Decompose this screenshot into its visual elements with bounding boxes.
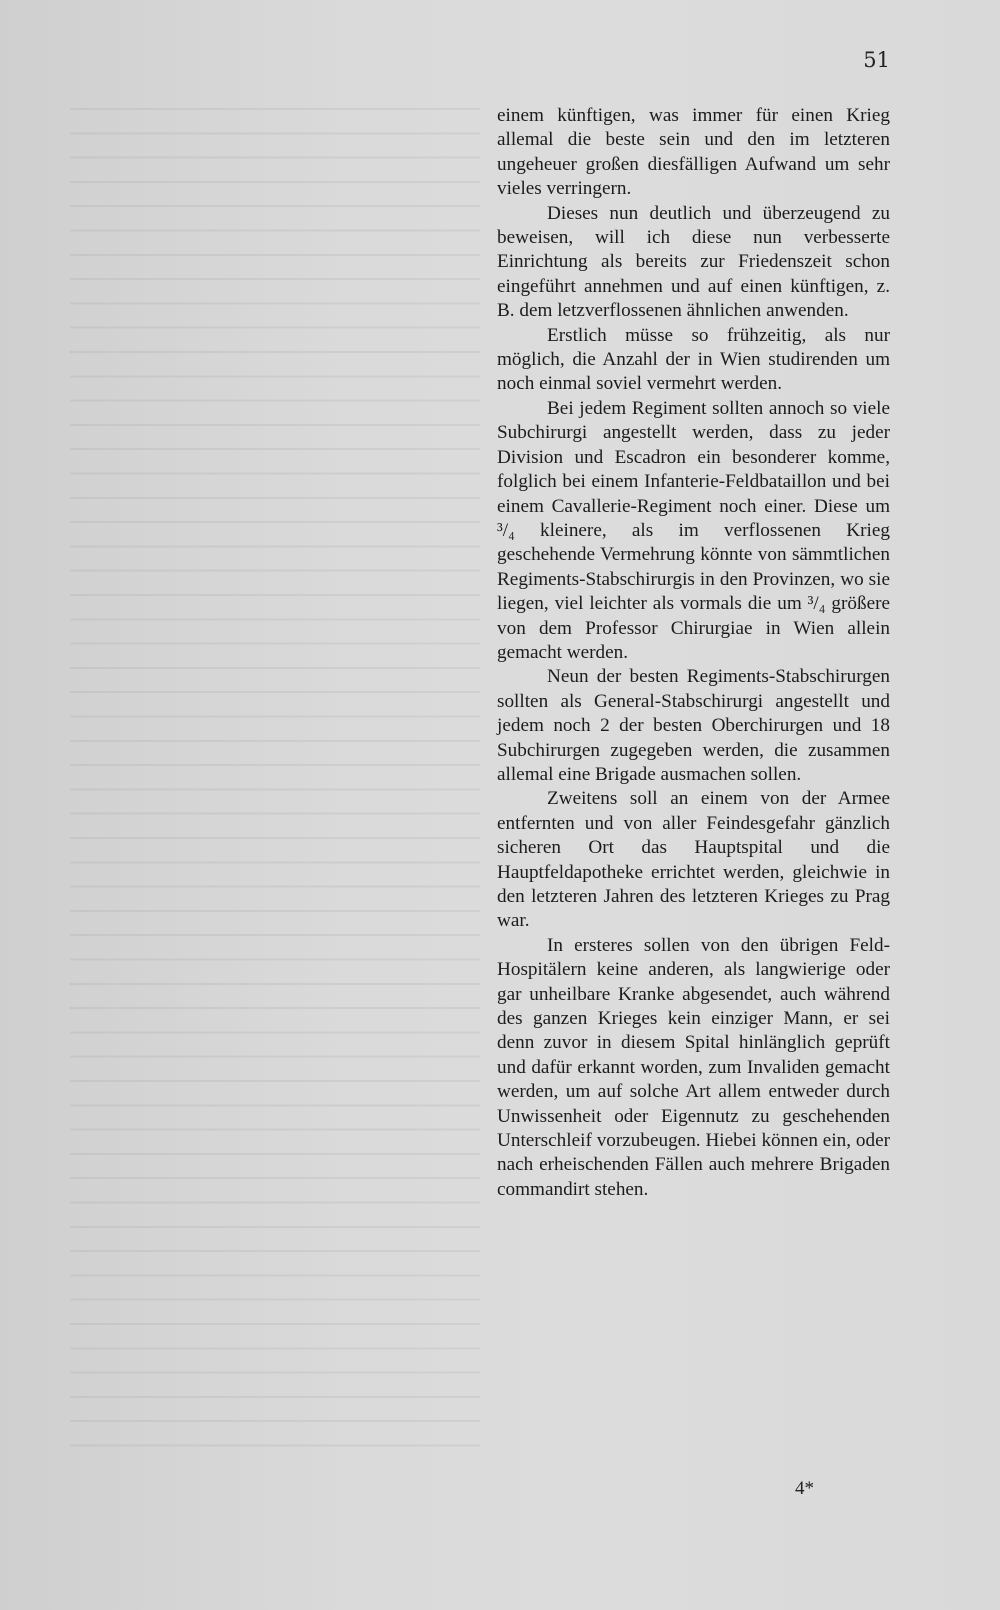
paragraph-5: Neun der besten Regiments-Stabschirurgen sollten als General-Stabschirurgi angestellt und jedem noch 2 der besten Oberchirurgen und 18 Subchirurgen zugegeben werden, die zusammen allemal eine Brigade ausmachen sollen. (497, 666, 890, 785)
paragraph-3: Erstlich müsse so frühzeitig, als nur möglich, die Anzahl der in Wien studirenden um noch einmal soviel vermehrt werden. (497, 324, 890, 395)
paragraph-6: Zweitens soll an einem von der Armee entfernten und von aller Feindesgefahr gänzlich sicheren Ort das Hauptspital und die Hauptfeldapotheke errichtet werden, gleichwie in den letzteren Jahren des letzteren Krieges zu Prag war. (497, 788, 890, 932)
signature-mark: 4* (795, 1478, 814, 1499)
bleed-through-text (70, 95, 480, 1465)
paragraph-4: Bei jedem Regiment sollten annoch so viele Subchirurgi angestellt werden, dass zu jeder Division und Escadron ein besonderer komme, folglich bei einem Infanterie-Feldbataillon und bei einem Cavallerie-Regiment noch einer. Diese um ³/₄ kleinere, als im verflossenen Krieg geschehende Vermehrung könnte von sämmtlichen Regiments-Stabschirurgis in den Provinzen, wo sie liegen, viel leichter als vormals die um ³/₄ größere von dem Professor Chirurgiae in Wien allein gemacht werden. (497, 397, 890, 663)
paragraph-2: Dieses nun deutlich und überzeugend zu beweisen, will ich diese nun verbesserte Einrichtung als bereits zur Friedenszeit schon eingeführt annehmen und auf einen künftigen, z. B. dem letzverflossenen ähnlichen anwenden. (497, 202, 890, 322)
paragraph-1: einem künftigen, was immer für einen Krieg allemal die beste sein und den im letzteren ungeheuer großen diesfälligen Aufwand um sehr vieles verringern. (497, 105, 890, 200)
paragraph-7: In ersteres sollen von den übrigen Feld-Hospitälern keine anderen, als langwierige oder gar unheilbare Kranke abgesendet, auch während des ganzen Krieges kein einziger Mann, er sei denn zuvor in diesem Spital hinlänglich geprüft und dafür erkannt worden, zum Invaliden gemacht werden, um auf solche Art allem entweder durch Unwissenheit oder Eigennutz zu geschehenden Unterschleif vorzubeugen. Hiebei können ein, oder nach erheischenden Fällen auch mehrere Brigaden commandirt stehen. (497, 934, 890, 1200)
page-number: 51 (863, 48, 890, 72)
text-column (497, 104, 890, 1202)
